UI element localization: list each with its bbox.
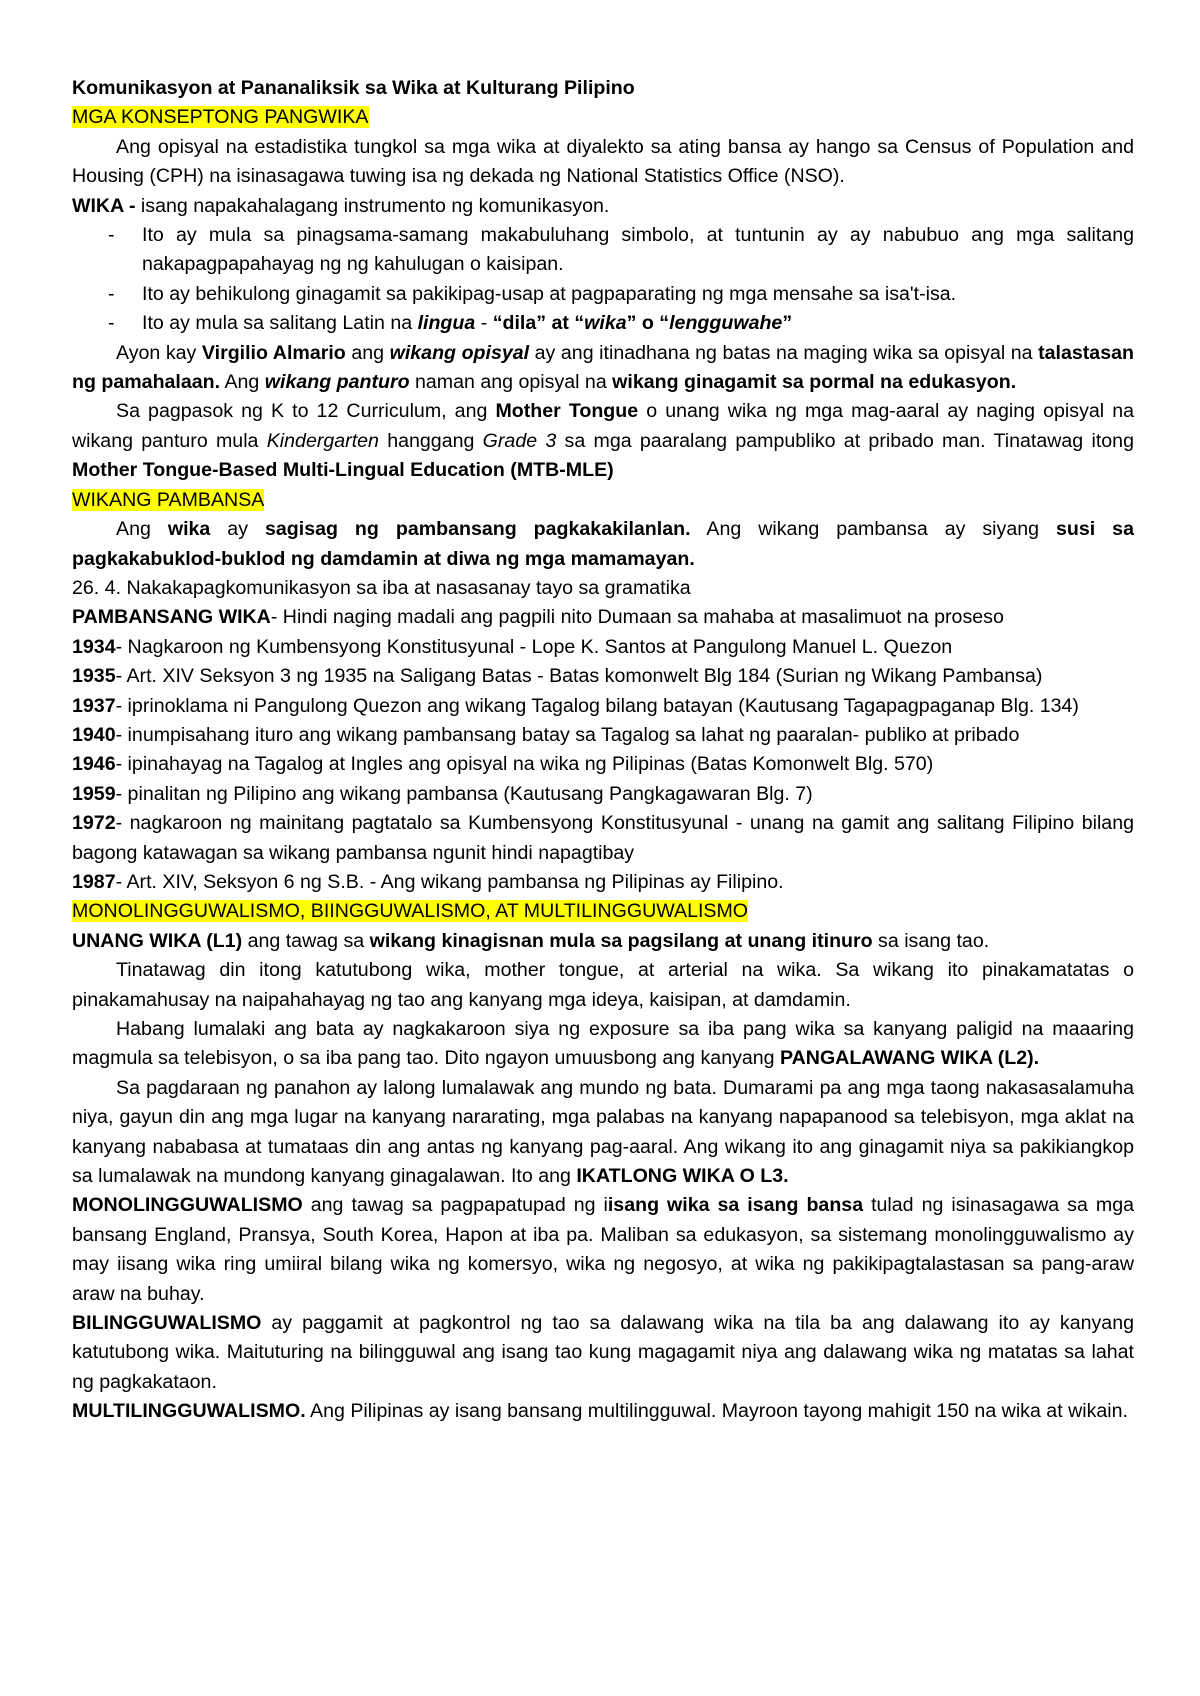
dash-bullet-icon: - [108, 282, 115, 305]
text-run: Ayon kay [116, 341, 202, 364]
paragraph-multilingguwalismo [72, 1397, 1134, 1426]
wika-italic: wika [584, 312, 627, 335]
section-heading-lingguwalismo [72, 897, 1134, 926]
text-run: Sa pagdaraan ng panahon ay lalong lumalawak ang mundo ng bata. Dumarami pa ang mga taong nakasasalamuha niya, gayun din ang mga lugar na kanyang nararating, mga palabas na kanyang napapanood sa telebisyon, mga aklat na kanyang nababasa at tumataas din ang antas ng kanyang pag-aaral. Ang wikang ito ang ginagamit niya sa pakikiangkop sa lumalawak na mundong kanyang ginagalawan. Ito ang [72, 1076, 1134, 1188]
pambansang-wika-line [72, 603, 1134, 632]
text-run: Sa pagpasok ng K to 12 Curriculum, ang [116, 400, 496, 423]
text-run: tulad ng isinasagawa sa mga bansang England, Pransya, South Korea, Hapon at iba pa. Maliban sa edukasyon, sa sistemang monolingguwalismo ay may iisang wika ring umiiral bilang wika ng komersyo, wika ng negosyo, at wika ng pakikipagtalastasan sa pang-araw araw na buhay. [72, 1194, 1134, 1305]
text-run: o unang wika ng mga mag-aaral ay naging opisyal na wikang panturo mula [72, 400, 1135, 452]
timeline-text: - inumpisahang ituro ang wikang pambansang batay sa Tagalog sa lahat ng paaralan- publiko at pribado [115, 723, 1020, 746]
wika-def-text: isang napakahalagang instrumento ng komunikasyon. [135, 194, 610, 217]
paragraph-pangalawang-wika [72, 1015, 1134, 1074]
wikang-kinagisnan: wikang kinagisnan mula sa pagsilang at unang itinuro [369, 929, 873, 952]
wika-definition [72, 192, 1134, 221]
timeline-item [72, 633, 1134, 662]
timeline-text: - iprinoklama ni Pangulong Quezon ang wikang Tagalog bilang batayan (Kautusang Tagapagpaganap Blg. 134) [115, 694, 1079, 717]
timeline-year: 1937 [72, 694, 116, 717]
text-run: Ang wikang pambansa ay siyang [690, 518, 1056, 541]
timeline-text: - Art. XIV Seksyon 3 ng 1935 na Saligang Batas - Batas komonwelt Blg 184 (Surian ng Wikang Pambansa) [115, 665, 1043, 688]
timeline-year: 1972 [72, 812, 116, 835]
talastasan-ng-pamahalaan: talastasan ng pamahalaan. [72, 341, 1134, 394]
paragraph-almario [72, 339, 1134, 398]
susi: susi sa pagkakabuklod-buklod ng damdamin at diwa ng mga mamamayan. [72, 518, 1134, 570]
text-run: - Hindi naging madali ang pagpili nito Dumaan sa mahaba at masalimuot na proseso [270, 606, 1004, 629]
mtb-mle: Mother Tongue-Based Multi-Lingual Education (MTB-MLE) [72, 459, 614, 482]
dash-bullet-icon: - [108, 224, 115, 247]
timeline-text: - Art. XIV, Seksyon 6 ng S.B. - Ang wikang pambansa ng Pilipinas ay Filipino. [115, 870, 784, 893]
kindergarten: Kindergarten [266, 429, 379, 452]
isang-wika-sa-isang-bansa: isang wika sa isang bansa [607, 1194, 864, 1217]
document-page [72, 74, 1134, 1427]
text-run: ang [345, 341, 390, 364]
text-run: ang tawag sa pagpapatupad ng i [302, 1194, 608, 1217]
wika-term: WIKA - [72, 194, 136, 217]
section-heading-pambansa [72, 486, 1134, 515]
section-heading-pambansa-text: WIKANG PAMBANSA [72, 488, 265, 511]
dash-bullet-icon: - [108, 312, 115, 335]
timeline-year: 1934 [72, 635, 116, 658]
paragraph-monolingguwalismo [72, 1191, 1134, 1309]
section-heading-lingguwalismo-text: MONOLINGGUWALISMO, BIINGGUWALISMO, AT MULTILINGGUWALISMO [72, 900, 749, 923]
bullet-text: Ito ay behikulong ginagamit sa pakikipag-usap at pagpaparating ng mga mensahe sa isa't-isa. [142, 282, 957, 305]
text-run: ay ang itinadhana ng batas na maging wika sa opisyal na [529, 341, 1039, 364]
section-heading-konsepto-text: MGA KONSEPTONG PANGWIKA [72, 106, 369, 129]
text-run: naman ang opisyal na [409, 371, 613, 394]
text-run: . [1033, 1047, 1040, 1070]
dila-open: “dila [492, 312, 537, 335]
timeline-text: - nagkaroon ng mainitang pagtatalo sa Kumbensyong Konstitusyunal - unang na gamit ang salitang Filipino bilang bagong katawagan sa wikang pambansa ngunit hindi napagtibay [72, 812, 1134, 864]
timeline-item [72, 809, 1134, 868]
unang-wika-line [72, 927, 1134, 956]
multilingguwalismo-term: MULTILINGGUWALISMO. [72, 1400, 306, 1423]
timeline-year: 1959 [72, 782, 116, 805]
unang-wika-term: UNANG WIKA (L1) [72, 929, 243, 952]
line-26-4: 26. 4. Nakakapagkomunikasyon sa iba at nasasanay tayo sa gramatika [72, 576, 691, 599]
paragraph-k12 [72, 397, 1134, 485]
paragraph-sagisag [72, 515, 1134, 574]
timeline-item [72, 868, 1134, 897]
lengguwahe-italic: lengguwahe [669, 312, 783, 335]
text-run: Habang lumalaki ang bata ay nagkakaroon siya ng exposure sa iba pang wika sa kanyang paligid na maaaring magmula sa telebisyon, o sa iba pang tao. Dito ngayon umuusbong ang kanyang [72, 1018, 1134, 1070]
mother-tongue: Mother Tongue [495, 400, 639, 423]
timeline-item [72, 692, 1134, 721]
wikang-ginagamit: wikang ginagamit sa pormal na edukasyon [612, 371, 1011, 394]
text-run: Ang Pilipinas ay isang bansang multilingguwal. Mayroon tayong mahigit 150 na wika at wikain. [305, 1400, 1128, 1423]
virgilio-almario: Virgilio Almario [201, 341, 346, 364]
paragraph-bilingguwalismo [72, 1309, 1134, 1397]
bilingguwalismo-term: BILINGGUWALISMO [72, 1312, 262, 1335]
text-run: ang tawag sa [242, 929, 370, 952]
bullet-text: Ito ay mula sa salitang Latin na [142, 312, 418, 335]
lingua-term: lingua [417, 312, 476, 335]
timeline-year: 1940 [72, 723, 116, 746]
text-run: ay paggamit at pagkontrol ng tao sa dalawang wika na tila ba ang dalawang ito ay kanyang katutubong wika. Maituturing na bilingguwal ang isang tao kung magagamit niya ang dalawang wika ng matatas sa lahat ng pagkakataon. [72, 1312, 1134, 1393]
timeline-item [72, 662, 1134, 691]
monolingguwalismo-term: MONOLINGGUWALISMO [72, 1194, 303, 1217]
timeline-text: - Nagkaroon ng Kumbensyong Konstitusyunal - Lope K. Santos at Pangulong Manuel L. Quezon [115, 635, 953, 658]
sagisag: sagisag ng pambansang pagkakakilanlan. [264, 518, 691, 541]
wikang-opisyal: wikang opisyal [389, 341, 530, 364]
bullet-text: - [475, 312, 493, 335]
timeline-text: - ipinahayag na Tagalog at Ingles ang opisyal na wika ng Pilipinas (Batas Komonwelt Blg. 570) [115, 753, 934, 776]
wika-bold: wika [167, 518, 211, 541]
text-run: . [1010, 371, 1017, 394]
document-title: Komunikasyon at Pananaliksik sa Wika at Kulturang Pilipino [72, 77, 635, 99]
timeline-item [72, 750, 1134, 779]
text-run: Ang [116, 518, 168, 541]
text-run: hanggang [378, 429, 483, 452]
pambansang-wika-term: PAMBANSANG WIKA [72, 606, 271, 629]
text-run: ay [210, 518, 265, 541]
wikang-panturo: wikang panturo [264, 371, 410, 394]
timeline-item [72, 721, 1134, 750]
paragraph-ikatlong-wika [72, 1074, 1134, 1192]
timeline-text: - pinalitan ng Pilipino ang wikang pambansa (Kautusang Pangkagawaran Blg. 7) [115, 782, 813, 805]
timeline-year: 1946 [72, 753, 116, 776]
bullet-item [72, 280, 1134, 309]
section-heading-konsepto [72, 103, 1134, 132]
text-run: Ang [220, 371, 265, 394]
quote-or: ” o “ [626, 312, 670, 335]
bullet-item [72, 221, 1134, 280]
quote-close: ” [782, 312, 793, 335]
text-run: sa mga paaralang pampubliko at pribado man. Tinatawag itong [556, 429, 1134, 452]
timeline-year: 1987 [72, 870, 116, 893]
timeline-item [72, 780, 1134, 809]
pangalawang-wika-term: PANGALAWANG WIKA (L2) [780, 1047, 1034, 1070]
grade-3: Grade 3 [482, 429, 557, 452]
ikatlong-wika-term: IKATLONG WIKA O L3. [576, 1165, 789, 1188]
paragraph-census: Ang opisyal na estadistika tungkol sa mga wika at diyalekto sa ating bansa ay hango sa Census of Population and Housing (CPH) na isinasagawa tuwing isa ng dekada ng National Statistics Office (NSO). [72, 135, 1134, 188]
paragraph-katutubong-wika: Tinatawag din itong katutubong wika, mother tongue, at arterial na wika. Sa wikang ito pinakamatatas o pinakamahusay na naipahahayag ng tao ang kanyang mga ideya, kaisipan, at damdamin. [72, 959, 1134, 1011]
timeline-year: 1935 [72, 665, 116, 688]
bullet-text: Ito ay mula sa pinagsama-samang makabuluhang simbolo, at tuntunin ay ay nabubuo ang mga salitang nakapagpapahayag ng ng kahulugan o kaisipan. [142, 224, 1134, 276]
quote-and: ” at “ [536, 312, 585, 335]
bullet-item [72, 309, 1134, 338]
text-run: sa isang tao. [872, 929, 990, 952]
